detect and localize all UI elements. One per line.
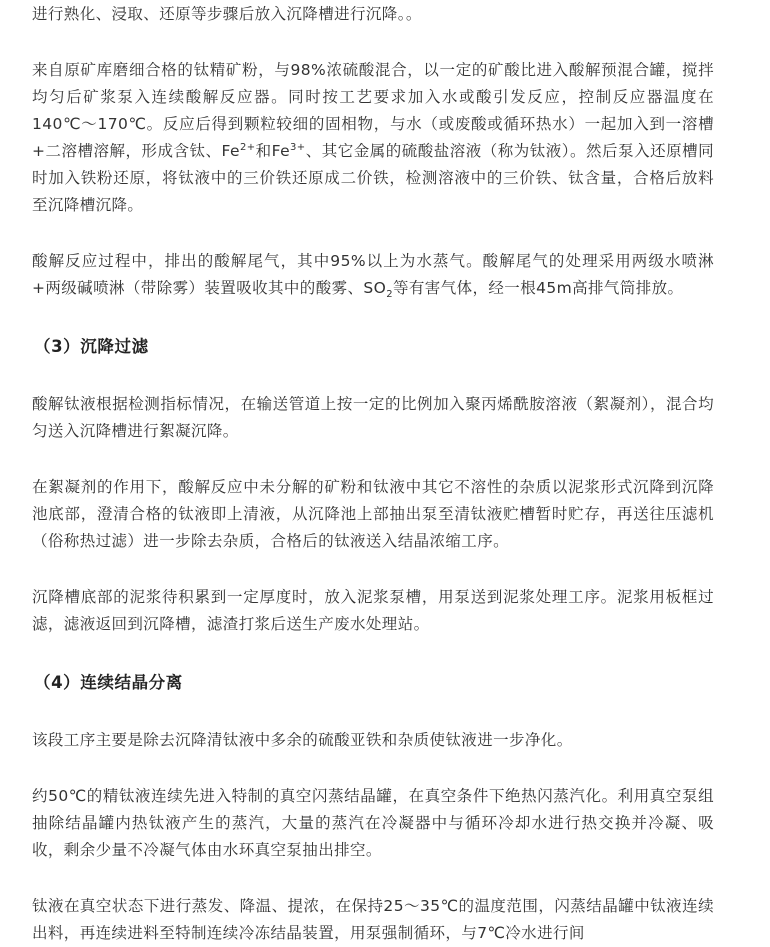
paragraph-evaporation: 钛液在真空状态下进行蒸发、降温、提浓，在保持25～35℃的温度范围，闪蒸结晶罐中钛液连续出料，再连续进料至特制连续冷冻结晶装置，用泵强制循环，与7℃冷水进行间 [32,897,714,942]
heading-continuous-crystallization: （4）连续结晶分离 [34,673,183,692]
text-segment: 、其它金属的硫酸盐溶液（称为钛液）。然后泵入还原槽同时加入铁粉还原，将钛液中的三价铁还原成二价铁，检测溶液中的三价铁、钛含量，合格后放料至沉降槽沉降。 [32,142,714,214]
text-segment: 来自原矿库磨细合格的钛精矿粉，与98%浓硫酸混合，以一定的矿酸比进入酸解预混合罐，搅拌均匀后矿浆泵入连续酸解反应器。同时按工艺要求加入水或酸引发反应，控制反应器温度在140℃～170℃。反应后得到颗粒较细的固相物，与水（或废酸或循环热水）一起加入到一溶槽+二溶槽溶解，形成含钛、Fe [32,61,714,160]
subscript-so2: 2 [386,289,393,301]
paragraph-sedimentation: 在絮凝剂的作用下，酸解反应中未分解的矿粉和钛液中其它不溶性的杂质以泥浆形式沉降到沉降池底部，澄清合格的钛液即上清液，从沉降池上部抽出泵至清钛液贮槽暂时贮存，再送往压滤机（俗称热过滤）进一步除去杂质，合格后的钛液送入结晶浓缩工序。 [32,478,714,550]
paragraph-sludge: 沉降槽底部的泥浆待积累到一定厚度时，放入泥浆泵槽，用泵送到泥浆处理工序。泥浆用板框过滤，滤液返回到沉降槽，滤渣打浆后送生产废水处理站。 [32,588,714,633]
paragraph-vacuum-flash: 约50℃的精钛液连续先进入特制的真空闪蒸结晶罐，在真空条件下绝热闪蒸汽化。利用真空泵组抽除结晶罐内热钛液产生的蒸汽，大量的蒸汽在冷凝器中与循环冷却水进行热交换并冷凝、吸收，剩余少量不冷凝气体由水环真空泵抽出排空。 [32,787,714,859]
paragraph-acid-hydrolysis [32,57,714,219]
paragraph-leaching-end: 进行熟化、浸取、还原等步骤后放入沉降槽进行沉降。。 [32,5,422,23]
document-body [32,0,714,947]
paragraph-tail-gas [32,248,714,302]
superscript-fe2: 2+ [239,141,256,153]
superscript-fe3: 3+ [290,141,306,153]
text-segment: 和Fe [255,142,291,160]
text-segment: 酸解反应过程中，排出的酸解尾气，其中95%以上为水蒸气。酸解尾气的处理采用两级水喷淋+两级碱喷淋（带除雾）装置吸收其中的酸雾、SO [32,252,714,297]
paragraph-purpose: 该段工序主要是除去沉降清钛液中多余的硫酸亚铁和杂质使钛液进一步净化。 [32,731,573,749]
text-segment: 等有害气体，经一根45m高排气筒排放。 [393,279,684,297]
paragraph-flocculant: 酸解钛液根据检测指标情况，在输送管道上按一定的比例加入聚丙烯酰胺溶液（絮凝剂），混合均匀送入沉降槽进行絮凝沉降。 [32,395,714,440]
heading-settling-filtration: （3）沉降过滤 [34,337,149,356]
